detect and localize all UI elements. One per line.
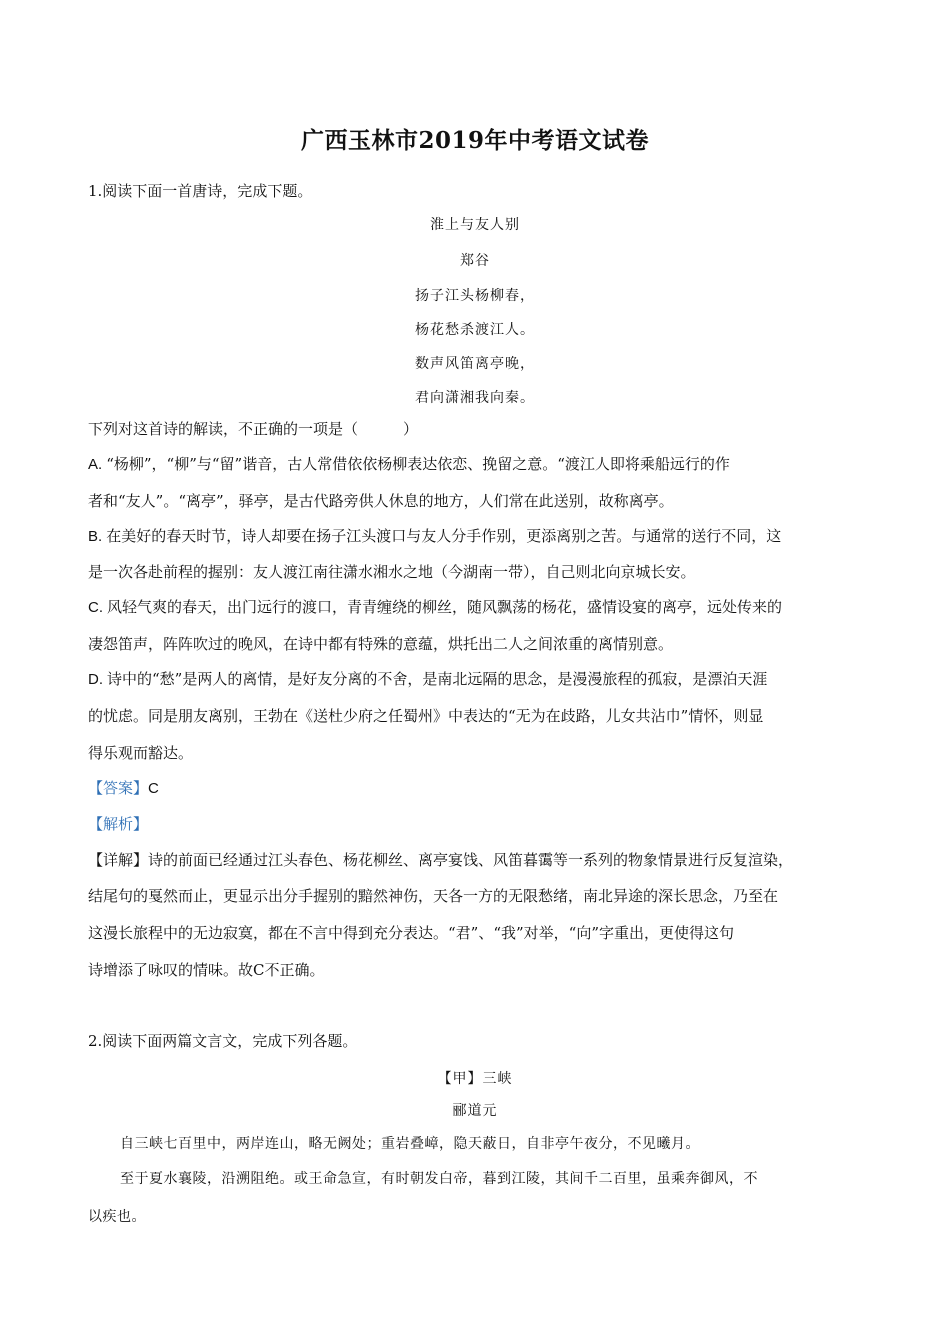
analysis-tag: 【解析】	[88, 815, 149, 833]
option-c-text: 风轻气爽的春天，出门远行的渡口，青青缠绕的柳丝，随风飘荡的杨花，盛情设宴的离亭，远处传来的	[107, 598, 783, 616]
option-c-cont: 凄怨笛声，阵阵吹过的晚风，在诗中都有特殊的意蕴，烘托出二人之间浓重的离情别意。	[88, 635, 674, 653]
option-c	[88, 596, 888, 619]
poem-author: 郑谷	[460, 253, 490, 269]
answer-value: C	[148, 780, 159, 797]
option-d-cont: 得乐观而豁达。	[88, 744, 194, 762]
detail-line: 【详解】诗的前面已经通过江头春色、杨花柳丝、离亭宴饯、风笛暮霭等一系列的物象情景进行反复渲染，	[88, 851, 794, 869]
answer-row	[88, 777, 888, 800]
q1-question: 下列对这首诗的解读，不正确的一项是（ ）	[88, 420, 419, 438]
option-a-text: “杨柳”，“柳”与“留”谐音，古人常借依依杨柳表达依恋、挽留之意。“渡江人即将乘船远行的作	[106, 455, 730, 473]
text-paragraph: 自三峡七百里中，两岸连山，略无阙处；重岩叠嶂，隐天蔽日，自非亭午夜分，不见曦月。	[120, 1136, 700, 1152]
poem-line: 数声风笛离亭晚，	[415, 356, 535, 372]
text-author: 郦道元	[452, 1103, 498, 1119]
detail-line: 结尾句的戛然而止，更显示出分手握别的黯然神伤，天各一方的无限愁绪，南北异途的深长思念，乃至在	[88, 887, 779, 905]
option-d-cont: 的忧虑。同是朋友离别，王勃在《送杜少府之任蜀州》中表达的“无为在歧路，儿女共沾巾”情怀，则显	[88, 707, 764, 725]
text-paragraph: 至于夏水襄陵，沿溯阻绝。或王命急宣，有时朝发白帝，暮到江陵，其间千二百里，虽乘奔御风，不	[120, 1171, 758, 1187]
answer-tag: 【答案】	[88, 779, 149, 797]
option-d-text: 诗中的“愁”是两人的离情，是好友分离的不舍，是南北远隔的思念，是漫漫旅程的孤寂，是漂泊天涯	[107, 670, 768, 688]
page-title: 广西玉林市2019年中考语文试卷	[300, 127, 649, 154]
text-title: 【甲】三峡	[437, 1071, 513, 1087]
text-paragraph-cont: 以疾也。	[88, 1209, 146, 1225]
option-a-label: A.	[88, 456, 103, 473]
poem-title: 淮上与友人别	[430, 217, 520, 233]
detail-line: 这漫长旅程中的无边寂寞，都在不言中得到充分表达。“君”、“我”对举，“向”字重出，更使得这句	[88, 924, 735, 942]
option-b-label: B.	[88, 528, 103, 545]
option-c-label: C.	[88, 599, 103, 616]
detail-line: 诗增添了咏叹的情味。故C不正确。	[88, 961, 325, 979]
option-a	[88, 453, 888, 476]
option-b	[88, 525, 888, 548]
poem-line: 君向潇湘我向秦。	[415, 390, 535, 406]
option-b-cont: 是一次各赴前程的握别：友人渡江南往潇水湘水之地（今湖南一带），自己则北向京城长安。	[88, 563, 696, 581]
poem-line: 杨花愁杀渡江人。	[415, 322, 535, 338]
option-d	[88, 668, 888, 691]
q1-prompt: 1.阅读下面一首唐诗，完成下题。	[88, 182, 313, 200]
option-d-label: D.	[88, 671, 103, 688]
option-b-text: 在美好的春天时节，诗人却要在扬子江头渡口与友人分手作别，更添离别之苦。与通常的送行不同，这	[106, 527, 782, 545]
poem-line: 扬子江头杨柳春，	[415, 288, 535, 304]
q2-prompt: 2.阅读下面两篇文言文，完成下列各题。	[88, 1032, 358, 1050]
option-a-cont: 者和“友人”。“离亭”，驿亭，是古代路旁供人休息的地方，人们常在此送别，故称离亭。	[88, 492, 674, 510]
